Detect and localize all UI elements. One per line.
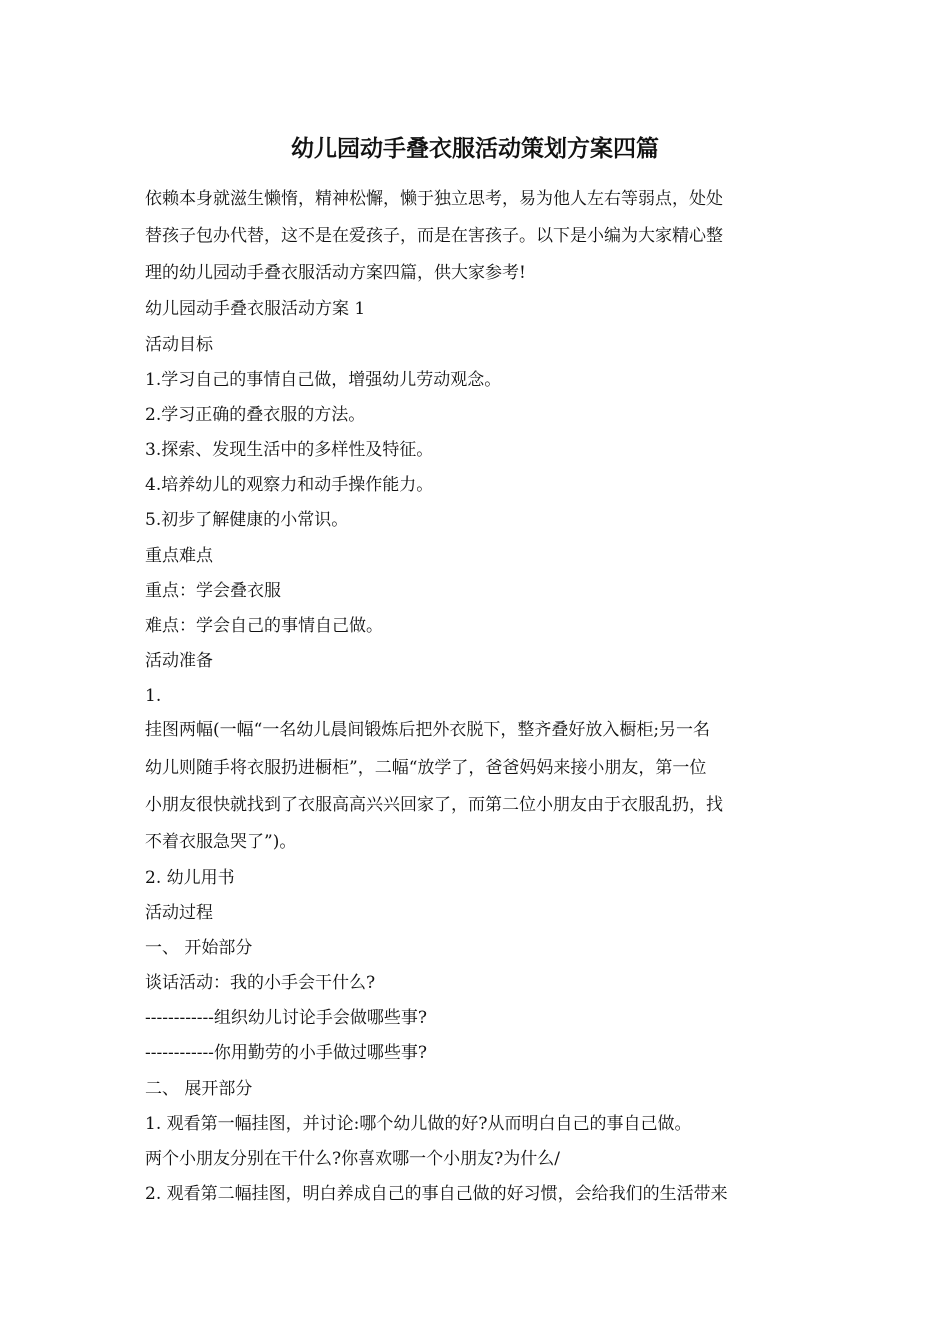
body-line: ------------你用勤劳的小手做过哪些事?: [145, 1043, 428, 1063]
body-line: 谈话活动：我的小手会干什么?: [145, 973, 376, 993]
list-item: 5.初步了解健康的小常识。: [145, 510, 349, 530]
subheading: 活动准备: [145, 651, 213, 671]
body-line: 幼儿则随手将衣服扔进橱柜”，二幅“放学了，爸爸妈妈来接小朋友，第一位: [145, 758, 707, 778]
subheading: 一、 开始部分: [145, 938, 253, 958]
body-line: 依赖本身就滋生懒惰，精神松懈，懒于独立思考，易为他人左右等弱点，处处: [145, 189, 723, 209]
body-line: 难点：学会自己的事情自己做。: [145, 616, 383, 636]
list-item: 2. 观看第二幅挂图，明白养成自己的事自己做的好习惯，会给我们的生活带来: [145, 1184, 728, 1204]
body-line: 重点：学会叠衣服: [145, 581, 281, 601]
subheading: 活动过程: [145, 903, 213, 923]
subheading: 重点难点: [145, 546, 213, 566]
list-item: 2.学习正确的叠衣服的方法。: [145, 405, 366, 425]
document-title: 幼儿园动手叠衣服活动策划方案四篇: [291, 135, 659, 162]
subheading: 二、 展开部分: [145, 1079, 253, 1099]
body-line: 小朋友很快就找到了衣服高高兴兴回家了，而第二位小朋友由于衣服乱扔，找: [145, 795, 723, 815]
subheading: 活动目标: [145, 335, 213, 355]
list-item: 3.探索、发现生活中的多样性及特征。: [145, 440, 434, 460]
list-item: 1.学习自己的事情自己做，增强幼儿劳动观念。: [145, 370, 502, 390]
body-line: 挂图两幅(一幅“一名幼儿晨间锻炼后把外衣脱下，整齐叠好放入橱柜;另一名: [145, 720, 711, 740]
body-line: 不着衣服急哭了”)。: [145, 832, 297, 852]
body-line: 理的幼儿园动手叠衣服活动方案四篇，供大家参考!: [145, 263, 526, 283]
body-line: 替孩子包办代替，这不是在爱孩子，而是在害孩子。以下是小编为大家精心整: [145, 226, 723, 246]
list-item: 2. 幼儿用书: [145, 868, 235, 888]
list-item: 1. 观看第一幅挂图，并讨论:哪个幼儿做的好?从而明白自己的事自己做。: [145, 1114, 692, 1134]
body-line: 两个小朋友分别在干什么?你喜欢哪一个小朋友?为什么/: [145, 1149, 560, 1169]
body-line: ------------组织幼儿讨论手会做哪些事?: [145, 1008, 428, 1028]
section-heading: 幼儿园动手叠衣服活动方案 1: [145, 299, 366, 319]
list-item: 4.培养幼儿的观察力和动手操作能力。: [145, 475, 434, 495]
list-item: 1.: [145, 686, 162, 706]
